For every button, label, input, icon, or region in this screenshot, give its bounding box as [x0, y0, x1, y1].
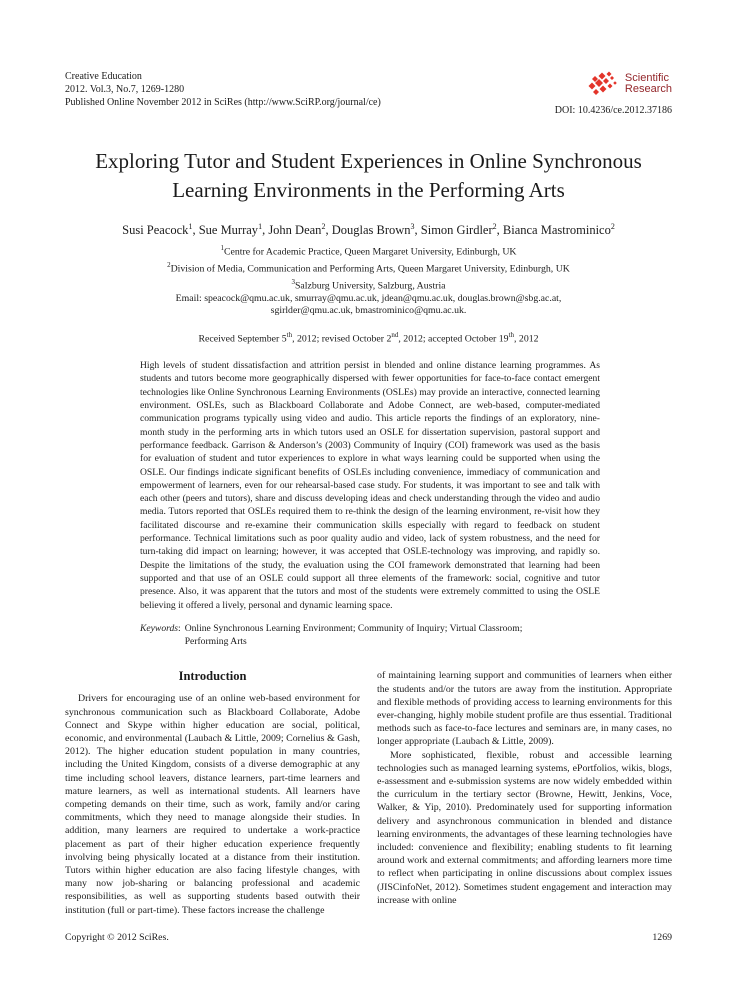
authors-line — [65, 222, 672, 238]
paper-title-line2: Learning Environments in the Performing Arts — [172, 178, 565, 202]
keywords-word: Keywords — [140, 622, 179, 634]
author-affil-sup: 2 — [492, 222, 497, 231]
author-separator: , — [496, 223, 503, 238]
keywords-line1: Online Synchronous Learning Environment; Community of Inquiry; Virtual Classroom; — [184, 622, 523, 634]
affiliation-text: Centre for Academic Practice, Queen Margaret University, Edinburgh, UK — [223, 246, 517, 258]
journal-published-line: Published Online November 2012 in SciRes (http://www.SciRP.org/journal/ce) — [65, 97, 381, 108]
affiliation-line — [65, 276, 672, 293]
ordinal-sup: th — [508, 330, 515, 339]
author: Susi Peacock — [122, 223, 189, 238]
author-separator: , — [262, 223, 269, 238]
paper-title — [65, 147, 672, 205]
affiliation-sup: 3 — [291, 277, 295, 286]
copyright-text: Copyright © 2012 SciRes. — [65, 932, 169, 943]
keywords-colon: : — [178, 622, 181, 634]
ordinal-sup: th — [286, 330, 293, 339]
paper-title-line1: Exploring Tutor and Student Experiences in Online Synchronous — [95, 149, 642, 173]
keywords-line2: Performing Arts — [184, 636, 247, 648]
author-affil-sup: 2 — [321, 222, 326, 231]
journal-info — [65, 70, 381, 109]
received-text: , 2012 — [514, 333, 539, 345]
publisher-block — [555, 70, 672, 116]
affiliations-block — [65, 242, 672, 318]
section-heading-introduction: Introduction — [178, 669, 247, 684]
received-text: , 2012; accepted October 19 — [398, 333, 509, 345]
author: Bianca Mastrominico — [502, 223, 611, 238]
paragraph: of maintaining learning support and communities of learners when either the students and/or the tutors are away from the institution. Appropriate and flexible methods of providing access to learning environments for this ever-changing, highly mobile student profile are thus essential. Traditional methods such as face-to-face lectures and seminars are, in many cases, no longer appropriate (Laubach & Little, 2009). — [377, 670, 672, 748]
author: Sue Murray — [198, 223, 259, 238]
journal-name: Creative Education — [65, 71, 142, 82]
scirp-diamonds-icon — [587, 70, 621, 98]
email-text: sgirlder@qmu.ac.uk, bmastrominico@qmu.ac.uk. — [270, 305, 467, 317]
author-affil-sup: 3 — [410, 222, 415, 231]
affiliation-text: Salzburg University, Salzburg, Austria — [294, 280, 446, 292]
keywords-list — [185, 622, 523, 649]
author: Douglas Brown — [331, 223, 411, 238]
paragraph: More sophisticated, flexible, robust and accessible learning technologies such as managed learning systems, ePortfolios, wikis, blogs, e-assessment and e-submission systems are now widely embedded within the curriculum in the tertiary sector (Browne, Hewitt, Jenkins, Voce, Walker, & Yip, 2010). Predominately used for supporting information delivery and asynchronous communication in blended and distance learning environments, the advantages of these learning technologies have included: convenience and flexibility; enabling students to fit learning around work and external commitments; and affording learners more time to reflect when participating in online discussions about complex issues (JISCinfoNet, 2012). Sometimes student engagement and interaction may increase with online — [377, 749, 672, 906]
email-line — [65, 293, 672, 306]
author-separator: , — [325, 223, 332, 238]
page-number: 1269 — [652, 932, 672, 943]
email-text: Email: speacock@qmu.ac.uk, smurray@qmu.ac.uk, jdean@qmu.ac.uk, douglas.brown@sbg.ac.at, — [175, 292, 562, 304]
doi-line: DOI: 10.4236/ce.2012.37186 — [554, 105, 672, 116]
author: John Dean — [268, 223, 322, 238]
affiliation-sup: 1 — [220, 244, 224, 253]
ordinal-sup: nd — [391, 330, 399, 339]
affiliation-sup: 2 — [167, 261, 171, 270]
logo-word-research: Research — [624, 83, 672, 95]
received-text: , 2012; revised October 2 — [292, 333, 392, 345]
body-columns — [65, 669, 672, 916]
scientific-research-logo — [555, 70, 672, 98]
abstract: High levels of student dissatisfaction and attrition persist in blended and online distance learning programmes. As students and tutors become more geographically dispersed with fewer opportunities for face-to-face contact emergent technologies like Online Synchronous Learning Environments (OSLEs) may provide an interactive, connected learning environment. OSLEs, such as Blackboard Collaborate and Adobe Connect, are web-based, computer-mediated communication programs typically using video and audio. This article reports the findings of an exploratory, nine-month study in the performing arts in which tutors used an OSLE for dissertation supervision, pastoral support and performance feedback. Garrison & Anderson’s (2003) Community of Inquiry (COI) framework was used as the basis for evaluation of student and tutor experiences to explore in what ways learning could be supported when using the OSLE. Our findings indicate significant benefits of OSLEs including convenience, immediacy of communication and empowerment of learners, even for our rehearsal-based case study. For students, it was important to see and talk with each other (peers and tutors), share and discuss developing ideas and check understanding through the video and audio media. Tutors reported that OSLEs required them to re-think the design of the learning environment, re-visit how they facilitated discourse and re-examine their communication skills especially with regard to feedback on student performance. Technical limitations such as poor quality audio and video, lack of system robustness, and the need for turn-taking did impact on learning; however, it was accepted that OSLE-technology was improving, and rapidly so. Despite the limitations of the study, the evaluation using the COI framework demonstrated that learning had been supported and that use of an OSLE could support all three elements of the framework: social, cognitive and tutor presence. Also, it was apparent that the tutors and most of the students were extremely committed to using the OSLE believing it offered a lively, personal and dynamic learning space. — [140, 360, 600, 611]
keywords-block — [140, 622, 600, 649]
paragraph: Drivers for encouraging use of an online web-based environment for synchronous communication such as Blackboard Collaborate, Adobe Connect and Skype within higher education are social, political, economic, and environmental (Laubach & Little, 2009; Cornelius & Gash, 2012). The higher education student population in many countries, including the United Kingdom, consists of a diverse demographic at any time including school leavers, distance learners, part-time learners and mature learners, as well as international students. All learners have competing demands on their time, such as work, family and/or caring commitments, which they need to manage alongside their studies. In addition, many learners are required to undertake a work-practice placement as part of their higher education experience frequently involving being physically located at a distance from their institution. Tutors within higher education are also facing lifestyle changes, with many now job-sharing or balancing professional and academic responsibilities, as well as supporting students based outwith their institution (full or part-time). These factors increase the challenge — [65, 693, 360, 916]
received-text: Received September 5 — [198, 333, 287, 345]
page-header — [65, 70, 672, 116]
author-affil-sup: 2 — [610, 222, 615, 231]
email-line — [65, 305, 672, 318]
author-affil-sup: 1 — [188, 222, 193, 231]
author: Simon Girdler — [420, 223, 493, 238]
received-line — [65, 331, 672, 344]
right-column — [377, 669, 672, 916]
keywords-label — [140, 622, 185, 649]
left-column — [65, 669, 360, 916]
affiliation-line — [65, 259, 672, 276]
journal-volume-line: 2012. Vol.3, No.7, 1269-1280 — [65, 84, 185, 95]
scientific-research-wordmark — [625, 73, 672, 96]
author-separator: , — [192, 223, 199, 238]
page-footer — [65, 932, 672, 943]
author-separator: , — [414, 223, 421, 238]
logo-word-scientific: Scientific — [624, 71, 669, 84]
affiliation-text: Division of Media, Communication and Performing Arts, Queen Margaret University, Edinburgh, UK — [170, 263, 570, 275]
affiliation-line — [65, 242, 672, 259]
author-affil-sup: 1 — [258, 222, 263, 231]
